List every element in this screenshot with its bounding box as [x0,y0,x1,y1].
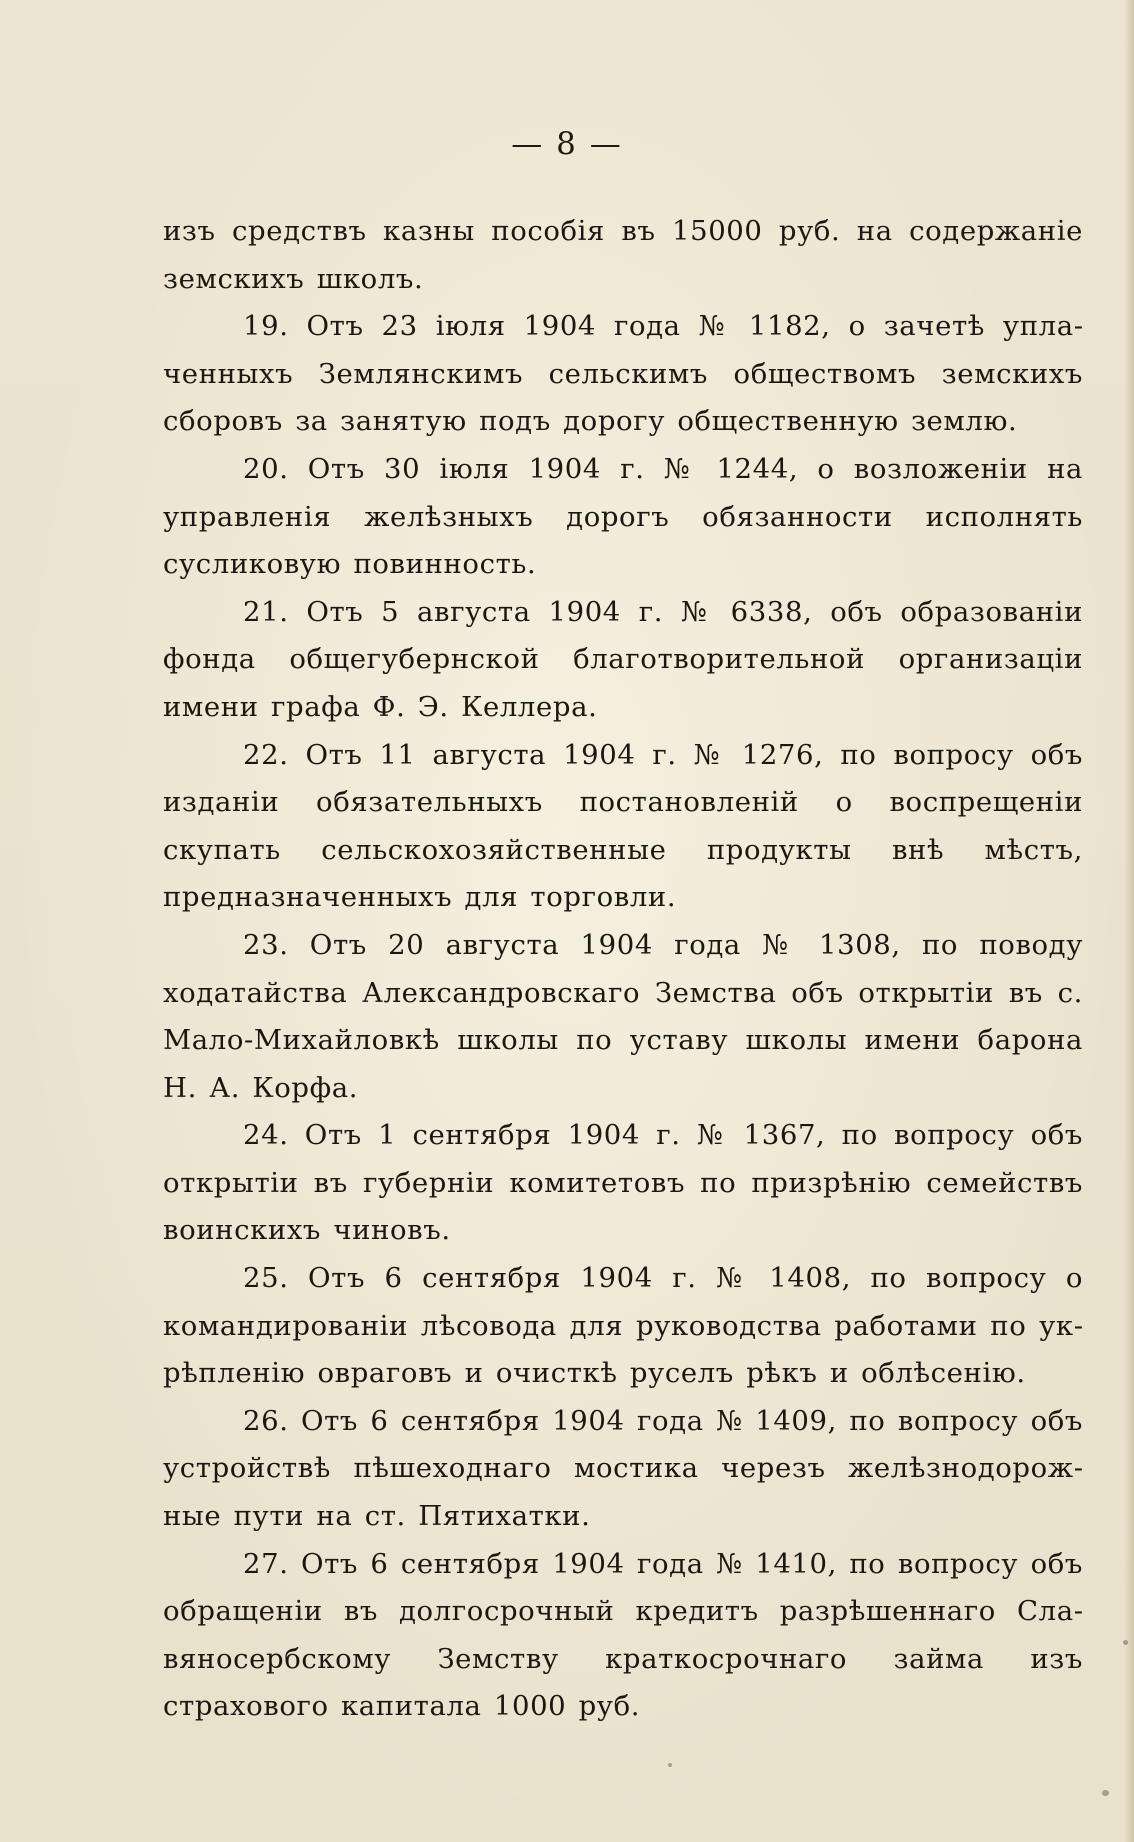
paragraph-item-26: 26. Отъ 6 сентября 1904 года № 1409, по вопросу объ устройствѣ пѣшеходнаго мостика черезъ желѣзнодорожные пути на ст. Пятихатки. [163,1404,1083,1533]
paragraph-item-27: 27. Отъ 6 сентября 1904 года № 1410, по вопросу объ обращеніи въ долгосрочный кредитъ разрѣшеннаго Славяносербскому Земству краткосрочнаго займа изъ страхового капитала 1000 руб. [163,1547,1083,1723]
page-number: — 8 — [511,126,623,162]
paragraph-item-20: 20. Отъ 30 іюля 1904 г. № 1244, о возложеніи на управленія желѣзныхъ дорогъ обязанности исполнять сусликовую повинность. [163,452,1083,581]
document-body [163,208,1083,1731]
paragraph-item-19: 19. Отъ 23 іюля 1904 года № 1182, о зачетѣ уплаченныхъ Землянскимъ сельскимъ обществомъ земскихъ сборовъ за занятую подъ дорогу общественную землю. [163,310,1083,438]
page-edge-shadow [1124,0,1134,1842]
ink-speck [1102,1790,1109,1796]
paragraph-item-25: 25. Отъ 6 сентября 1904 г. № 1408, по вопросу о командированіи лѣсовода для руководства работами по укрѣпленію овраговъ и очисткѣ руселъ рѣкъ и облѣсенію. [163,1262,1083,1390]
paragraph-item-21: 21. Отъ 5 августа 1904 г. № 6338, объ образованіи фонда общегубернской благотворительной организаціи имени графа Ф. Э. Келлера. [163,595,1083,723]
paragraph-item-23: 23. Отъ 20 августа 1904 года № 1308, по поводу ходатайства Александровскаго Земства объ открытіи въ с. Мало-Михайловкѣ школы по уставу школы имени барона Н. А. Корфа. [163,928,1083,1104]
paragraph-item-22: 22. Отъ 11 августа 1904 г. № 1276, по вопросу объ изданіи обязательныхъ постановленій о воспрещеніи скупать сельскохозяйственные продукты внѣ мѣстъ, предназначенныхъ для торговли. [163,738,1083,914]
paragraph-continuation: изъ средствъ казны пособія въ 15000 руб. на содержаніе земскихъ школъ. [163,215,1083,295]
ink-speck [668,1763,672,1767]
paragraph-item-24: 24. Отъ 1 сентября 1904 г. № 1367, по вопросу объ открытіи въ губерніи комитетовъ по призрѣнію семействъ воинскихъ чиновъ. [163,1119,1083,1247]
ink-speck [1123,1640,1128,1645]
